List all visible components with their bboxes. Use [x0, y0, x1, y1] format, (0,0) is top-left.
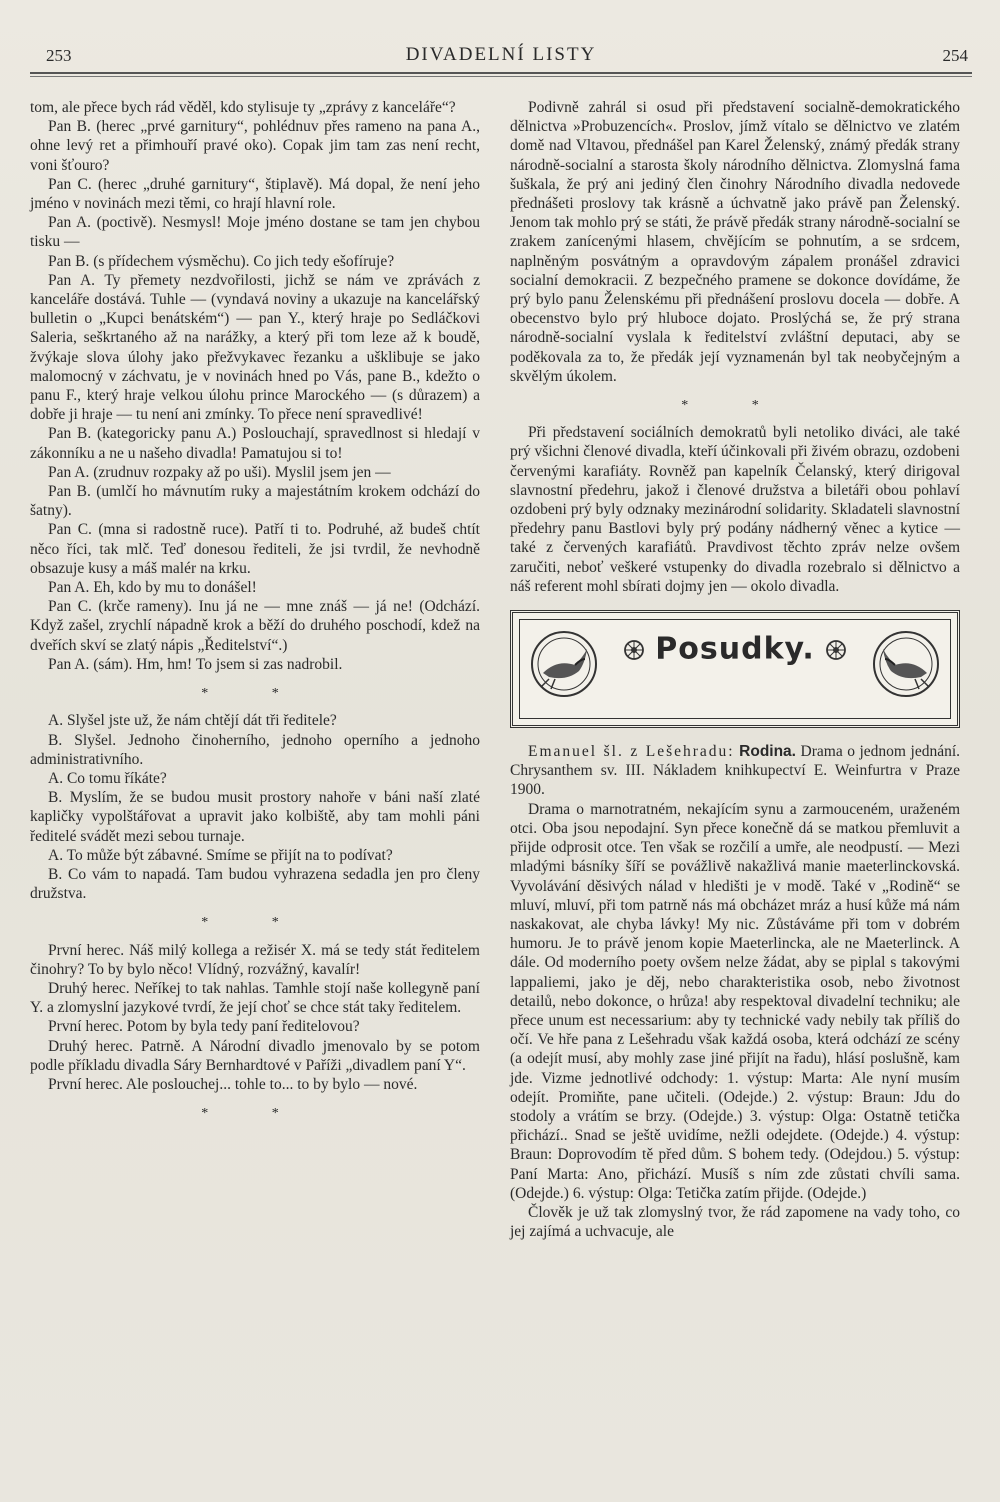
paragraph: A. To může být zábavné. Smíme se přijít na to podívat?: [48, 846, 393, 864]
section-separator: * *: [201, 686, 309, 702]
paragraph: První herec. Ale poslouchej... tohle to... to by bylo — nové.: [48, 1075, 418, 1093]
page-number-left: 253: [46, 46, 72, 65]
paragraph: Pan C. (krče rameny). Inu já ne — mne znáš — já ne! (Odchází. Když zašel, zrychlí nápadně krok a běží do druhého poschodí, kdež na dveřích skví se zlatý nápis „Ředitelství“.): [30, 598, 480, 654]
review-heading: [510, 742, 960, 800]
paragraph: Podivně zahrál si osud při představení socialně-demokratického dělnictva »Probuzencích«. Proslov, jímž vítalo se dělnictvo ve zlatém domě nad Vltavou, přednášel pan Karel Želenský, známý předák strany národně-socialní a starosta školy národního dělnictva. Zlomyslná fama šuškala, že prý ani jediný člen činohry Národního divadla nedovede přednášeti proslovy tak krásně a úchvatně jako právě pan Želenský. Jenom tak mohlo prý se státi, že právě předák strany národně-socialní se zrakem zanícenými hlasem, chvějícím se pohnutím, a se srdcem, naplněným posvátným a opravdovým zápalem pronášel zdravici socialní demokracii. Z bezpečného pramene se dokonce dovídáme, že prý bylo panu Želenskému při přednášení proslovu docela — dobře. A obecenstvo bylo prý hluboce dojato. Proslýchá se, že prý strana národně-socialní vyslala k ředitelství zvláštní deputaci, aby se poděkovala za to, že předák její vyznamenán byl tak neobyčejným a skvělým úkolem.: [510, 99, 960, 385]
paragraph: Pan B. (umlčí ho mávnutím ruky a majestátním krokem odchází do šatny).: [30, 483, 480, 520]
section-separator: * *: [201, 915, 309, 931]
paragraph: Pan C. (herec „druhé garnitury“, štiplavě). Má dopal, že není jeho jméno v novinách mezi těmi, co hrají hlavní role.: [30, 175, 480, 213]
paragraph: Pan A. (poctivě). Nesmysl! Moje jméno dostane se tam jen chybou tisku —: [30, 214, 480, 251]
reviews-banner: [510, 610, 960, 728]
section-separator: * *: [681, 398, 789, 414]
header-rule: [30, 72, 972, 74]
paragraph: Člověk je už tak zlomyslný tvor, že rád zapomene na vady toho, co jej zajímá a uchvacuje, ale: [510, 1203, 960, 1241]
rosette-icon: [825, 639, 847, 661]
paragraph: Při představení sociálních demokratů byli netoliko diváci, ale také prý všichni členové divadla, kteří účinkovali při živém obrazu, ozdobeni červenými karafiáty. Rovněž pan kapelník Čelanský, který dirigoval slavnostní předehru, jakož i členové družstva a biletáři obou pohlaví ozdobeni prý byly odznaky mezinárodní solidarity. Skladateli slavnostní předehry panu Bastlovi byly prý podány nádherný věnec a kytice — také z červených karafiátů. Pravdivost těchto zpráv nelze ovšem zaručiti, neboť veškeré vstupenky do divadla rozebralo si dělnictvo a náš referent mohl sbírati dojmy jen — okolo divadla.: [510, 424, 960, 595]
paragraph: Pan C. (mna si radostně ruce). Patří ti to. Podruhé, až budeš chtít něco říci, tak mlč. Teď donesou řediteli, že jsi tvrdil, že nevhodně obsazuje kusy a máš malér na krku.: [30, 521, 480, 577]
paragraph: Pan A. (sám). Hm, hm! To jsem si zas nadrobil.: [48, 655, 343, 673]
rosette-icon: [623, 639, 645, 661]
right-column: [510, 98, 960, 1241]
paragraph: První herec. Náš milý kollega a režisér X. má se tedy stát ředitelem činohry? To by bylo něco! Vlídný, rozvážný, kavalír!: [30, 941, 480, 978]
section-separator: * *: [201, 1106, 309, 1122]
paragraph: Drama o marnotratném, nekajícím synu a zarmouceném, uraženém otci. Oba jsou nepodajní. Syn přece konečně dá se matkou přemluvit a přijde odprosit otce. Ten však se rozčilí a umře, ale neodpustí. — Mezi mladými básníky šíří se povážlivě nakažlivá manie maeterlinckovská. Vyvolávání děsivých nálad v hledišti je v modě. Také v „Rodině“ se mluví, mluví, při tom patrně nás má obcházet mráz a husí kůže má nám naskakovat, ale chyba lávky! My nic. Zůstáváme při tom v dobrém humoru. Je to právě jenom kopie Maeterlincka, ale ne Maeterlinck. A dále. Od moderního poety ovšem nelze žádat, aby se piplal s takovými lappaliemi, jako je děj, nebo charakteristika osob, nebo životnost detailů, nebo dokonce, o hrůza! aby respektoval divadelní techniku; ale přece unum est necessarium: aby ty technické vady nebily tak příliš do očí. Ve hře pana z Lešehradu však každá osoba, která odchází ze scény (a odejít musí, aby mohly zase jiné přijít na řadu), hlásí poslušně, kam jde. Vizme jednotlivé odchody: 1. výstup: Marta: Ale nyní musím odejít. Promiňte, pane učiteli. (Odejde.) 2. výstup: Braun: Jdu do stodoly a vrátím se brzy. (Odejde.) 3. výstup: Olga: Ostatně tetička přichází.. Snad se ještě uvidíme, nežli odejdete. (Odejde.) 4. výstup: Braun: Doprovodím tě před dům. S bohem tedy. (Odejdou.) 5. výstup: Paní Marta: Ano, přichází. Musíš s ním zde zůstati chvíli sama. (Odejde.) 6. výstup: Olga: Tetička zatím přijde. (Odejde.): [510, 800, 960, 1202]
paragraph: Pan A. Eh, kdo by mu to donášel!: [48, 579, 257, 597]
left-column: [30, 98, 480, 1131]
paragraph: Druhý herec. Patrně. A Národní divadlo jmenovalo by se potom podle příkladu divadla Sáry Bernhardtové v Paříži „divadlem paní Y“.: [30, 1037, 480, 1074]
page-header: [30, 44, 972, 74]
page-number-right: 254: [942, 46, 968, 65]
paragraph: Pan A. Ty přemety nezdvořilosti, jichž se nám ve zprávách z kanceláře dostává. Tuhle — (vyndavá noviny a ukazuje na kancelářský bulletin o „Kupci benátském“) — pan Y., který hraje po Sedláčkovi Saleria, seškrtaného až na narážky, a který při tom leze až k boudě, žvýkaje slova úlohy jako přežvykavec řezanku a ušklibuje se jako malomocný v záchvatu, je v novinách hned po Vás, pane B., kdežto o panu F., který hraje velkou úlohu prince Marockého — (s důrazem) a dobře ji hraje — tu není ani zmínky. To přece není spravedlivé!: [30, 271, 480, 424]
paragraph: B. Slyšel. Jednoho činoherního, jednoho operního a jednoho administrativního.: [30, 731, 480, 768]
paragraph: Pan B. (kategoricky panu A.) Poslouchají, spravedlnost si hledají v zákonníku a ne u našeho divadla! Pamatujou si to!: [30, 425, 480, 462]
paragraph: A. Co tomu říkáte?: [48, 769, 167, 787]
header-rule-thin: [30, 76, 972, 77]
paragraph: Pan B. (s přídechem výsměchu). Co jich tedy ešofíruje?: [48, 252, 395, 270]
bird-ornament-icon: [529, 629, 599, 699]
banner-title: [613, 631, 857, 667]
bird-ornament-icon: [871, 629, 941, 699]
paragraph: Pan B. (herec „prvé garnitury“, pohlédnuv přes rameno na pana A., ohne levý ret a přimhouří pravé oko). Copak jim tam zas není recht, voni šťouro?: [30, 118, 480, 174]
running-title: DIVADELNÍ LISTY: [405, 44, 597, 65]
paragraph: tom, ale přece bych rád věděl, kdo stylisuje ty „zprávy z kanceláře“?: [30, 99, 456, 116]
paragraph: První herec. Potom by byla tedy paní ředitelovou?: [48, 1018, 360, 1036]
review-author: Emanuel šl. z Lešehradu:: [528, 743, 735, 761]
banner-title-text: Posudky.: [655, 631, 815, 667]
paragraph: B. Myslím, že se budou musit prostory nahoře v báni naší zlaté kapličky vypolštářovat a upravit jako kolbiště, aby tam mohli páni ředitelé svádět mezi sebou turnaje.: [30, 789, 480, 845]
paragraph: A. Slyšel jste už, že nám chtějí dát tři ředitele?: [48, 712, 337, 730]
review-publication-info: Drama o jednom jednání. Chrysanthem sv. III. Nákladem knihkupectví E. Weinfurtra v Praze 1900.: [510, 743, 961, 799]
paragraph: Pan A. (zrudnuv rozpaky až po uši). Myslil jsem jen —: [48, 463, 391, 481]
paragraph: Druhý herec. Neříkej to tak nahlas. Tamhle stojí naše kollegyně paní Y. a zlomyslní jazykové tvrdí, že její choť se chce stát taky ředitelem.: [30, 979, 480, 1017]
paragraph: B. Co vám to napadá. Tam budou vyhrazena sedadla jen pro členy družstva.: [30, 865, 480, 903]
review-work-title: Rodina.: [739, 743, 796, 761]
